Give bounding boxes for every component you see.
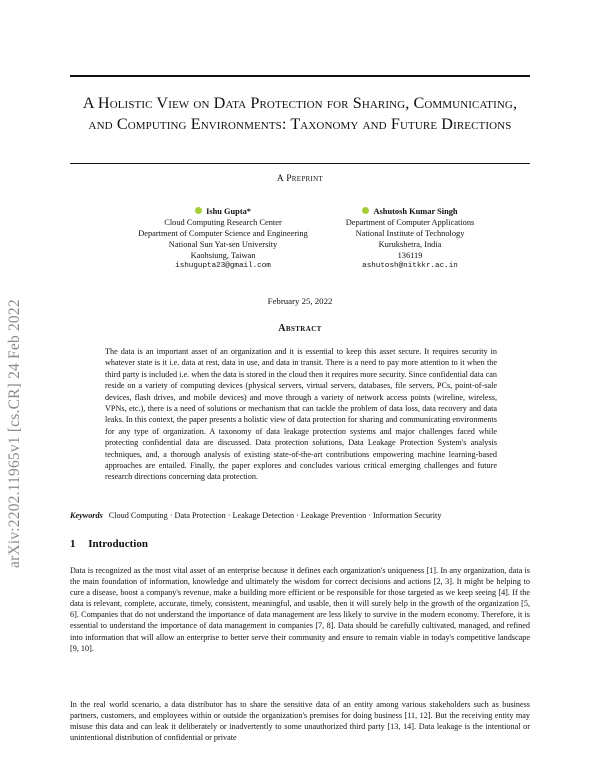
title-rule-bottom	[70, 163, 530, 164]
preprint-label: A Preprint	[276, 174, 324, 184]
author-affiliation-line: Department of Computer Science and Engineering	[138, 229, 308, 238]
keywords-label: Keywords	[70, 511, 103, 520]
publication-date: February 25, 2022	[267, 296, 333, 306]
author-block-1	[118, 206, 328, 272]
keywords-list: Cloud Computing · Data Protection · Leakage Detection · Leakage Prevention · Information Security	[108, 511, 442, 520]
author-affiliation-line: Kaohsiung, Taiwan	[190, 251, 256, 260]
author-email[interactable]: ishugupta23@gmail.com	[175, 262, 271, 270]
orcid-icon[interactable]	[362, 207, 369, 214]
keywords-line	[70, 510, 530, 521]
section-number: 1	[70, 538, 76, 550]
author-affiliation-line: Department of Computer Applications	[345, 218, 475, 227]
author-block-2	[310, 206, 510, 272]
body-paragraph: Data is recognized as the most vital asset of an enterprise because it defines each organization's uniqueness [1]. In any organization, data is the main foundation of information, knowledge and ultimately the wisdom for correct decisions and actions [2, 3]. It might be helping to cure a disease, boost a company's revenue, make a building more efficient or be responsible for those targeted as we keep seeing [4]. If the data is relevant, complete, accurate, timely, consistent, meaningful, and usable, then it will surely help in the growth of the organization [5, 6]. Companies that do not understand the importance of data management are less likely to survive in the modern economy. Therefore, it is essential to understand the importance of data management in companies [7, 8]. Data should be carefully cultivated, managed, and refined into information that will allow an enterprise to better serve their community and ensure to remain viable in today's competitive landscape [9, 10].	[70, 566, 530, 653]
author-name: Ishu Gupta*	[206, 207, 251, 216]
author-affiliation-line: National Institute of Technology	[355, 229, 465, 238]
section-title: Introduction	[88, 538, 148, 550]
paper-title: A Holistic View on Data Protection for Sharing, Communicating, and Computing Environments: Taxonomy and Future Directions	[82, 94, 518, 133]
author-email[interactable]: ashutosh@nitkkr.ac.in	[362, 262, 458, 270]
author-name: Ashutosh Kumar Singh	[373, 207, 458, 216]
title-rule-top	[70, 75, 530, 77]
author-affiliation-line: 136119	[397, 251, 423, 260]
abstract-heading: Abstract	[278, 323, 322, 334]
arxiv-identifier-text: arXiv:2202.11965v1 [cs.CR] 24 Feb 2022	[6, 299, 23, 568]
orcid-icon[interactable]	[195, 207, 202, 214]
section-heading-introduction	[70, 538, 148, 550]
author-affiliation-line: National Sun Yat-sen University	[168, 240, 278, 249]
body-paragraph: In the real world scenario, a data distributor has to share the sensitive data of an entity among various stakeholders such as business partners, customers, and employees within or outside the organization's premises for doing business [11, 12]. But the receiving entity may misuse this data and can leak it deliberately or inadvertently to some unauthorized third party [13, 14]. Data leakage is the intentional or unintentional distribution of confidential or private	[70, 700, 530, 743]
abstract-text: The data is an important asset of an organization and it is essential to keep this asset secure. It requires security in whatever state is it i.e. data at rest, data in use, and data in transit. There is a need to pay more attention to it when the third party is included i.e. when the data is stored in the cloud then it requires more security. Since confidential data can reside on a variety of computing devices (physical servers, virtual servers, databases, file servers, PCs, point-of-sale devices, flash drives, and mobile devices) and move through a variety of network access points (wireline, wireless, VPNs, etc.), there is a need of solutions or mechanism that can tackle the problem of data loss, data recovery and data leaks. In this context, the paper presents a holistic view of data protection for sharing and communicating environments for any type of organization. A taxonomy of data leakage protection systems and major challenges faced while protecting confidential data are discussed. Data protection solutions, Data Leakage Protection System's analysis techniques, and, a thorough analysis of existing state-of-the-art contributions empowering machine learning-based approaches are entailed. Finally, the paper explores and concludes various critical emerging challenges and future research directions concerning data protection.	[105, 347, 497, 482]
author-affiliation-line: Cloud Computing Research Center	[164, 218, 282, 227]
author-affiliation-line: Kurukshetra, India	[378, 240, 442, 249]
